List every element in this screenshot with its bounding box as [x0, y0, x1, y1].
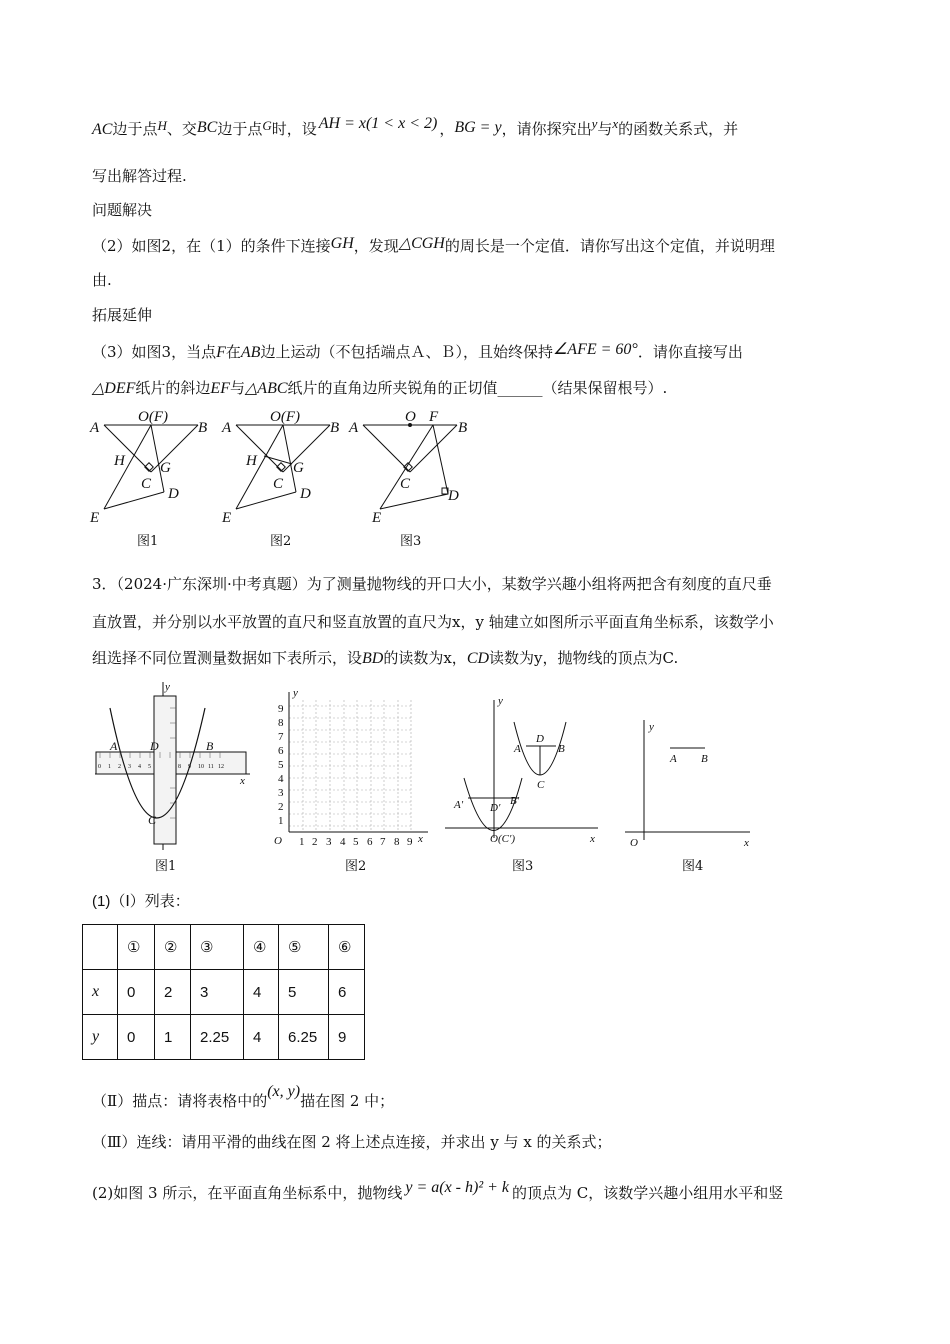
- label-a-prime: A′: [454, 799, 464, 811]
- grid-figure: [274, 687, 428, 848]
- label-x: x: [744, 837, 749, 849]
- ruler-tick: 9: [188, 764, 191, 770]
- text: 描在图 2 中；: [300, 1092, 395, 1110]
- table-cell: 3: [191, 970, 244, 1015]
- label-e: E: [372, 510, 382, 526]
- text: 的函数关系式，并: [618, 120, 739, 138]
- paragraph-2: [92, 234, 775, 256]
- caption-fig2: 图2: [270, 534, 292, 549]
- label-y: y: [649, 721, 654, 733]
- table-cell: 2: [155, 970, 191, 1015]
- text: 纸片的斜边: [135, 379, 211, 397]
- label-o: O: [274, 835, 282, 847]
- math-bd: BD: [362, 650, 384, 667]
- y-tick: 2: [278, 801, 284, 813]
- table-row: [83, 1015, 365, 1060]
- ruler-tick: 5: [148, 764, 151, 770]
- label-g: G: [293, 460, 304, 476]
- heading-extension: 拓展延伸: [92, 306, 153, 324]
- text: 纸片的直角边所夹锐角的正切值______（结果保留根号）.: [287, 379, 668, 397]
- label-d: D: [300, 486, 311, 502]
- y-tick: 5: [278, 759, 284, 771]
- caption-par-fig3: 图3: [512, 859, 534, 874]
- label-d: D: [536, 733, 544, 745]
- label-d: D: [448, 488, 459, 504]
- label-x: x: [590, 833, 595, 845]
- x-tick: 4: [340, 836, 346, 848]
- math-bg-def: BG = y: [454, 119, 502, 136]
- y-tick: 1: [278, 815, 284, 827]
- table-cell: x: [83, 970, 118, 1015]
- y-tick: 7: [278, 731, 284, 743]
- text: ，请你探究出: [501, 120, 592, 138]
- text: ，: [439, 120, 455, 138]
- x-tick: 8: [394, 836, 400, 848]
- label-y: y: [498, 695, 503, 707]
- label-a: A: [349, 420, 359, 436]
- label-g: G: [160, 460, 171, 476]
- label-c: C: [148, 813, 157, 827]
- data-table: [82, 924, 365, 1060]
- label-c: C: [273, 476, 284, 492]
- table-cell: 1: [155, 1015, 191, 1060]
- math-angle-afe: ∠AFE = 60°: [552, 341, 638, 358]
- math-triangle-cgh: △CGH: [398, 235, 445, 252]
- ruler-figure: [95, 681, 250, 850]
- table-cell: 2.25: [191, 1015, 244, 1060]
- x-tick: 5: [353, 836, 359, 848]
- text: 的读数为x，: [383, 649, 467, 667]
- text: （Ⅱ）描点：请将表格中的: [92, 1092, 268, 1110]
- text: （3）如图3，当点: [92, 343, 217, 361]
- label-y: y: [165, 681, 170, 693]
- math-y: y: [591, 116, 598, 131]
- label-o: O: [630, 837, 638, 849]
- label-x: x: [240, 775, 245, 787]
- table-cell: 0: [118, 1015, 155, 1060]
- text: 与: [597, 120, 613, 138]
- label-b-prime: B′: [510, 795, 520, 807]
- y-tick: 8: [278, 717, 284, 729]
- x-tick: 2: [312, 836, 318, 848]
- paragraph-3-cont: [92, 378, 667, 399]
- x-tick: 6: [367, 836, 373, 848]
- label-y: y: [293, 687, 298, 699]
- table-cell: ⑤: [279, 925, 329, 970]
- text: 边上运动（不包括端点Ａ、Ｂ），且始终保持: [260, 343, 553, 361]
- label-a: A: [670, 753, 677, 765]
- label-o-c-prime: O(C′): [490, 833, 516, 845]
- table-cell: 4: [244, 1015, 279, 1060]
- label-f: F: [429, 409, 439, 425]
- text: 、交: [166, 120, 197, 138]
- ruler-tick: 10: [198, 764, 204, 770]
- y-tick: 3: [278, 787, 284, 799]
- caption-fig3: 图3: [400, 534, 422, 549]
- q3-line3: [92, 648, 678, 669]
- math-triangle-abc: △ABC: [244, 380, 288, 397]
- x-tick: 7: [380, 836, 386, 848]
- table-header-row: [83, 925, 365, 970]
- math-x: x: [612, 116, 619, 131]
- label-h: H: [246, 453, 257, 469]
- table-cell: 9: [329, 1015, 365, 1060]
- text: （2）如图2，在（1）的条件下连接: [92, 237, 331, 255]
- label-h: H: [114, 453, 125, 469]
- caption-par-fig2: 图2: [345, 859, 367, 874]
- table-cell: ②: [155, 925, 191, 970]
- ruler-tick: 2: [118, 764, 121, 770]
- part4-line: [92, 1178, 783, 1203]
- label-b: B: [330, 420, 340, 436]
- label-a: A: [110, 739, 118, 753]
- label-x: x: [418, 833, 423, 845]
- ruler-tick: 1: [108, 764, 111, 770]
- label-c: C: [141, 476, 152, 492]
- text: 的周长是一个定值．请你写出这个定值，并说明理: [444, 237, 775, 255]
- label-a: A: [222, 420, 232, 436]
- label-c: C: [537, 779, 545, 791]
- axes-figure-4: [625, 720, 750, 849]
- table-cell: 0: [118, 970, 155, 1015]
- label-o: O: [405, 409, 416, 425]
- ruler-tick: 4: [138, 764, 141, 770]
- ruler-tick: 0: [98, 764, 101, 770]
- math-gh: GH: [330, 235, 354, 252]
- paragraph-1-cont: 写出解答过程.: [92, 167, 187, 185]
- ruler-tick: 3: [128, 764, 131, 770]
- text: 的顶点为 C，该数学兴趣小组用水平和竖: [512, 1184, 784, 1202]
- part1-title: (1)（Ⅰ）列表：: [92, 893, 190, 910]
- table-cell: 5: [279, 970, 329, 1015]
- table-cell: [83, 925, 118, 970]
- text: 边于点: [112, 120, 158, 138]
- text: 读数为y，抛物线的顶点为C.: [489, 649, 679, 667]
- table-cell: ④: [244, 925, 279, 970]
- table-cell: 6: [329, 970, 365, 1015]
- text: 与: [229, 379, 245, 397]
- label-b: B: [558, 743, 565, 755]
- y-tick: 4: [278, 773, 284, 785]
- table-cell: ③: [191, 925, 244, 970]
- math-ef: EF: [210, 380, 230, 397]
- label-b: B: [458, 420, 468, 436]
- label-a: A: [514, 743, 521, 755]
- caption-fig1: 图1: [137, 534, 159, 549]
- heading-problem-solving: 问题解决: [92, 201, 153, 219]
- label-e: E: [90, 510, 100, 526]
- text: 时，设: [271, 120, 317, 138]
- y-tick: 6: [278, 745, 284, 757]
- part3-line: （Ⅲ）连线：请用平滑的曲线在图 2 将上述点连接，并求出 y 与 x 的关系式；: [92, 1133, 612, 1151]
- label-d-prime: D′: [490, 802, 501, 814]
- math-f: F: [216, 344, 226, 361]
- paragraph-2-cont: 由.: [92, 271, 112, 289]
- paragraph-3: [92, 340, 743, 363]
- math-h: H: [157, 118, 167, 133]
- label-b: B: [206, 739, 214, 753]
- parabola-figures: [90, 678, 770, 858]
- text: (2)如图 3 所示，在平面直角坐标系中，抛物线: [92, 1184, 403, 1202]
- label-b: B: [701, 753, 708, 765]
- table-cell: ⑥: [329, 925, 365, 970]
- caption-par-fig4: 图4: [682, 859, 704, 874]
- label-of: O(F): [138, 409, 168, 425]
- text: ．请你直接写出: [637, 343, 743, 361]
- paragraph-1: [92, 114, 738, 140]
- text: 组选择不同位置测量数据如下表所示，设: [92, 649, 363, 667]
- caption-par-fig1: 图1: [155, 859, 177, 874]
- text: 在: [225, 343, 241, 361]
- y-tick: 9: [278, 703, 284, 715]
- text: 边于点: [217, 120, 263, 138]
- math-xy: (x, y): [267, 1083, 301, 1100]
- label-c: C: [400, 476, 411, 492]
- text: ，发现: [353, 237, 399, 255]
- x-tick: 1: [299, 836, 305, 848]
- math-ac: AC: [92, 121, 113, 138]
- label-d: D: [168, 486, 179, 502]
- table-row: [83, 970, 365, 1015]
- translated-parabola-figure: [445, 695, 598, 845]
- math-cd: CD: [466, 650, 490, 667]
- math-triangle-def: △DEF: [92, 380, 136, 397]
- x-tick: 9: [407, 836, 413, 848]
- label-of: O(F): [270, 409, 300, 425]
- table-cell: 6.25: [279, 1015, 329, 1060]
- x-tick: 3: [326, 836, 332, 848]
- q3-line1: 3．（2024·广东深圳·中考真题）为了测量抛物线的开口大小，某数学兴趣小组将两把含有刻度的直尺垂: [92, 575, 772, 593]
- table-cell: 4: [244, 970, 279, 1015]
- part2-line: [92, 1082, 394, 1111]
- label-e: E: [222, 510, 232, 526]
- triangle-figure-3: [348, 409, 467, 526]
- ruler-tick: 8: [178, 764, 181, 770]
- ruler-tick: 12: [218, 764, 224, 770]
- math-ab: AB: [240, 344, 261, 361]
- table-cell: ①: [118, 925, 155, 970]
- label-d: D: [150, 739, 159, 753]
- math-bc: BC: [196, 119, 218, 136]
- table-cell: y: [83, 1015, 118, 1060]
- triangle-figure-1: [89, 409, 207, 526]
- q3-line2: 直放置，并分别以水平放置的直尺和竖直放置的直尺为x，y 轴建立如图所示平面直角坐标系，该数学小: [92, 613, 774, 631]
- label-b: B: [198, 420, 208, 436]
- label-a: A: [90, 420, 100, 436]
- math-ah-def: AH = x(1 < x < 2): [318, 115, 438, 132]
- triangle-figure-2: [221, 409, 339, 526]
- math-vertex-form: y = a(x - h)² + k: [405, 1179, 510, 1196]
- ruler-tick: 11: [208, 764, 214, 770]
- math-g: G: [262, 118, 272, 133]
